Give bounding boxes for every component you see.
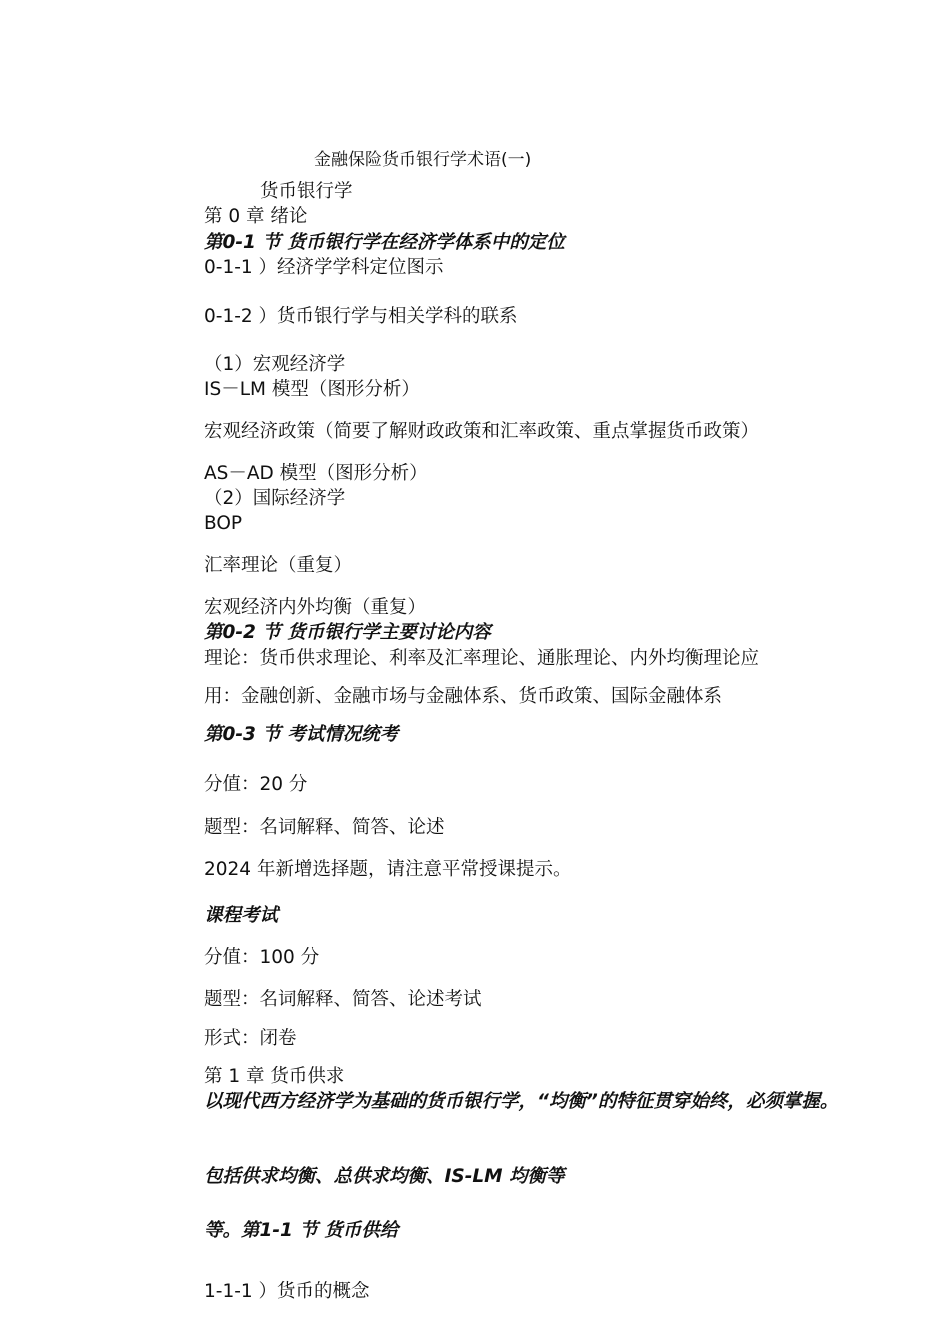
subject-title: 货币银行学 xyxy=(260,181,353,202)
score-course: 分值：100 分 xyxy=(204,947,320,968)
islm-model: IS－LM 模型（图形分析） xyxy=(204,379,420,400)
question-types-course: 题型：名词解释、简答、论述考试 xyxy=(204,989,482,1010)
application-line: 用：金融创新、金融市场与金融体系、货币政策、国际金融体系 xyxy=(204,686,723,707)
chapter-0-heading: 第 0 章 绪论 xyxy=(204,206,308,227)
equilibrium-paragraph: 以现代西方经济学为基础的货币银行学，“均衡”的特征贯穿始终，必须掌握。 xyxy=(204,1091,839,1112)
international-economics: （2）国际经济学 xyxy=(204,488,346,509)
score-unified: 分值：20 分 xyxy=(204,774,308,795)
section-0-3-heading: 第0-3 节 考试情况统考 xyxy=(204,724,399,745)
macro-policy: 宏观经济政策（简要了解财政政策和汇率政策、重点掌握货币政策） xyxy=(204,421,760,442)
macro-economics: （1）宏观经济学 xyxy=(204,354,346,375)
bop-line: BOP xyxy=(204,513,243,534)
includes-line: 包括供求均衡、总供求均衡、IS-LM 均衡等 xyxy=(204,1166,565,1187)
exam-form: 形式：闭卷 xyxy=(204,1028,297,1049)
new-question-notice: 2024 年新增选择题，请注意平常授课提示。 xyxy=(204,859,572,880)
question-types-unified: 题型：名词解释、简答、论述 xyxy=(204,817,445,838)
item-0-1-2: 0-1-2 ）货币银行学与相关学科的联系 xyxy=(204,306,518,327)
chapter-1-heading: 第 1 章 货币供求 xyxy=(204,1066,345,1087)
asad-model: AS－AD 模型（图形分析） xyxy=(204,463,428,484)
item-0-1-1: 0-1-1 ）经济学学科定位图示 xyxy=(204,257,444,278)
document-title: 金融保险货币银行学术语(一) xyxy=(314,150,532,170)
section-0-1-heading: 第0-1 节 货币银行学在经济学体系中的定位 xyxy=(204,232,565,253)
theory-line: 理论：货币供求理论、利率及汇率理论、通胀理论、内外均衡理论应 xyxy=(204,648,760,669)
section-0-2-heading: 第0-2 节 货币银行学主要讨论内容 xyxy=(204,622,491,643)
internal-external-balance: 宏观经济内外均衡（重复） xyxy=(204,597,427,618)
section-1-1-heading: 等。第1-1 节 货币供给 xyxy=(204,1220,399,1241)
fx-theory: 汇率理论（重复） xyxy=(204,555,353,576)
course-exam-heading: 课程考试 xyxy=(204,905,279,926)
item-1-1-1: 1-1-1 ）货币的概念 xyxy=(204,1281,370,1302)
